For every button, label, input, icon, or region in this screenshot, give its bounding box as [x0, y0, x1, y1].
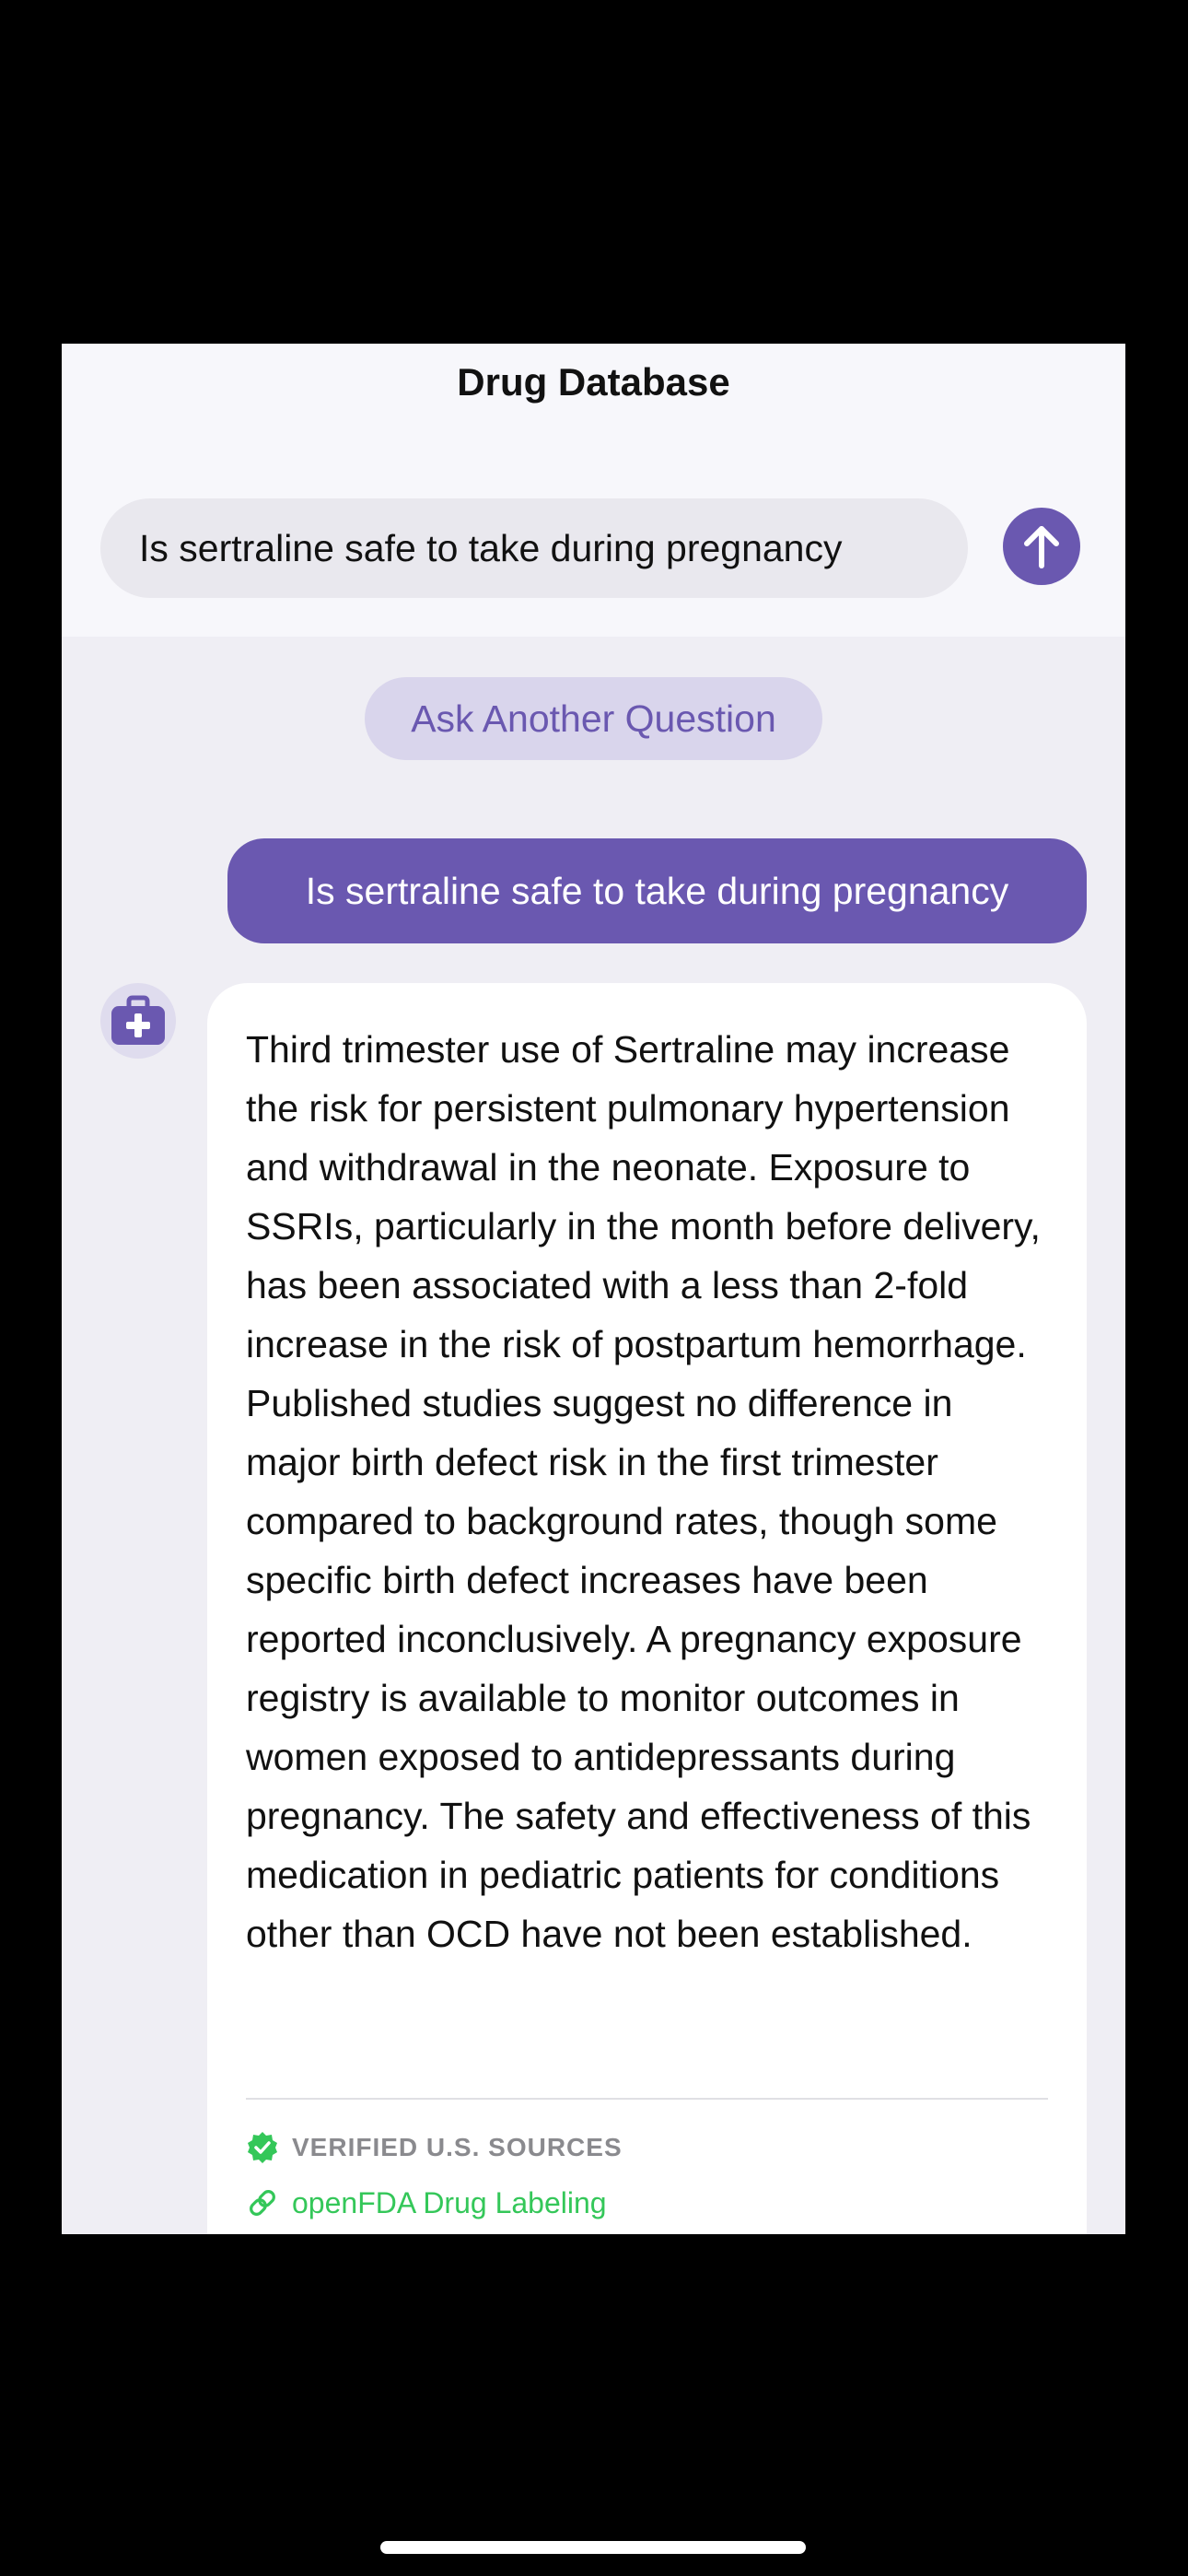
source-link[interactable]: openFDA Drug Labeling	[292, 2185, 607, 2219]
ask-another-question-button[interactable]: Ask Another Question	[365, 677, 822, 760]
question-input[interactable]: Is sertraline safe to take during pregnancy	[100, 498, 968, 598]
verified-sources-label: VERIFIED U.S. SOURCES	[292, 2133, 623, 2161]
header	[62, 344, 1125, 637]
page-title: Drug Database	[457, 360, 730, 404]
divider	[246, 2098, 1048, 2100]
home-indicator[interactable]	[380, 2541, 806, 2554]
user-message-bubble: Is sertraline safe to take during pregnancy	[227, 838, 1087, 943]
source-row[interactable]	[246, 2184, 607, 2221]
send-button[interactable]	[1003, 508, 1080, 585]
answer-card	[207, 983, 1087, 2234]
verified-sources-row	[246, 2129, 623, 2166]
app-screen	[62, 344, 1125, 2234]
answer-text: Third trimester use of Sertraline may increase the risk for persistent pulmonary hypertension and withdrawal in the neonate. Exposure to SSRIs, particularly in the month before delivery, has been associated with a less than 2-fold increase in the risk of postpartum hemorrhage. Published studies suggest no difference in major birth defect risk in the first trimester compared to background rates, though some specific birth defect increases have been reported inconclusively. A pregnancy exposure registry is available to monitor outcomes in women exposed to antidepressants during pregnancy. The safety and effectiveness of this medication in pediatric patients for conditions other than OCD have not been established.	[246, 1028, 1041, 1955]
bot-avatar	[100, 983, 176, 1059]
check-badge-icon	[246, 2131, 279, 2164]
arrow-up-icon	[1021, 523, 1062, 569]
medical-kit-icon	[110, 995, 167, 1047]
link-icon	[246, 2186, 279, 2219]
